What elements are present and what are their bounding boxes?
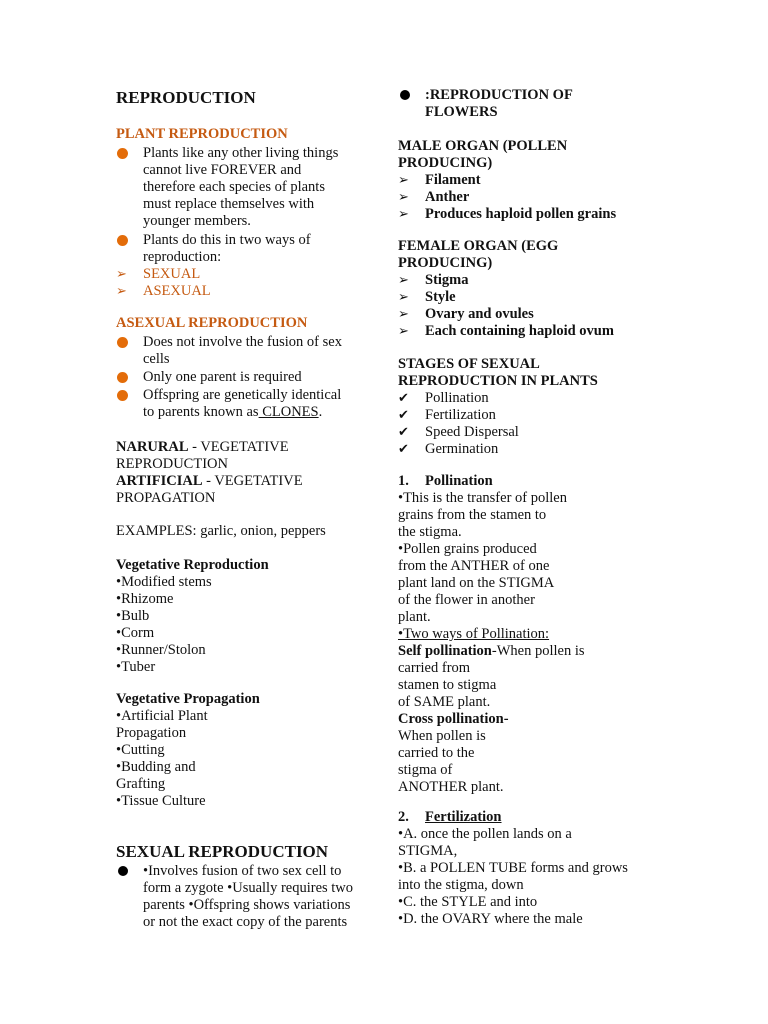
bullet-item [116, 863, 378, 931]
stages-heading: STAGES OF SEXUAL [398, 356, 540, 372]
bullet-dot-icon [117, 372, 128, 383]
text-line: must replace themselves with [143, 196, 315, 212]
text-line: STIGMA, [398, 843, 458, 859]
text-line: •A. once the pollen lands on a [398, 826, 572, 842]
bullet-dot-icon [117, 337, 128, 348]
text-line: When pollen is [398, 728, 486, 744]
check-item [398, 424, 658, 441]
asexual-reproduction-heading: ASEXUAL REPRODUCTION [116, 315, 308, 331]
text-line: younger members. [143, 213, 251, 229]
male-organ-heading: MALE ORGAN (POLLEN [398, 138, 568, 154]
arrow-item [398, 172, 658, 189]
list-item: •Tuber [116, 659, 156, 675]
female-organ-block [398, 238, 658, 340]
clones-term: CLONES [258, 404, 319, 420]
text-line: form a zygote •Usually requires two [143, 880, 354, 896]
text-line: from the ANTHER of one [398, 558, 550, 574]
cross-pollination-label: Cross pollination [398, 711, 504, 727]
natural-artificial-block [116, 439, 378, 507]
text-line: SEXUAL [143, 266, 201, 282]
stages-block [398, 356, 658, 458]
list-item: Propagation [116, 725, 187, 741]
text-fragment: Pollination [425, 473, 493, 489]
text-line: •This is the transfer of pollen [398, 490, 567, 506]
list-item: •Modified stems [116, 574, 212, 590]
text-line: Style [425, 289, 456, 305]
bullet-item [116, 232, 378, 266]
text-line: cells [143, 351, 170, 367]
arrow-item [398, 206, 658, 223]
vegetative-reproduction-heading: Vegetative Reproduction [116, 557, 269, 573]
sexual-reproduction-bullet [116, 863, 378, 931]
vegetative-propagation-block [116, 691, 378, 810]
text-line: carried to the [398, 745, 475, 761]
text-line: Ovary and ovules [425, 306, 534, 322]
text-line: of SAME plant. [398, 694, 491, 710]
flowers-heading: :REPRODUCTION OF [425, 87, 573, 103]
bullet-item [116, 387, 378, 421]
natural-label: NARURAL [116, 439, 189, 455]
text-line: therefore each species of plants [143, 179, 325, 195]
text-line: ASEXUAL [143, 283, 211, 299]
arrow-bullet-icon: ➢ [398, 190, 409, 205]
arrow-bullet-icon: ➢ [398, 207, 409, 222]
arrow-item [116, 283, 378, 300]
text-line: parents •Offspring shows variations [143, 897, 351, 913]
bullet-dot-icon [117, 235, 128, 246]
document-title: REPRODUCTION [116, 88, 256, 107]
arrow-bullet-icon: ➢ [398, 307, 409, 322]
text-line: reproduction: [143, 249, 222, 265]
arrow-bullet-icon: ➢ [398, 290, 409, 305]
asexual-reproduction-bullets [116, 334, 378, 421]
text-line: •D. the OVARY where the male [398, 911, 583, 927]
text-line: •Involves fusion of two sex cell to [143, 863, 342, 879]
list-item: •Corm [116, 625, 155, 641]
text-line [143, 404, 378, 421]
list-item: Grafting [116, 776, 166, 792]
arrow-bullet-icon: ➢ [398, 273, 409, 288]
list-item: •Artificial Plant [116, 708, 208, 724]
text-line: into the stigma, down [398, 877, 524, 893]
pollination-block [398, 473, 658, 796]
pollination-heading [398, 473, 658, 490]
arrow-bullet-icon: ➢ [398, 173, 409, 188]
text-line: plant. [398, 609, 431, 625]
check-item [398, 390, 658, 407]
text-fragment: to parents known as [143, 404, 259, 420]
checkmark-icon: ✔ [398, 391, 409, 406]
list-item: •Bulb [116, 608, 150, 624]
male-organ-heading: PRODUCING) [398, 155, 493, 171]
text-line [116, 439, 378, 456]
bullet-dot-icon [117, 390, 128, 401]
text-line [398, 711, 658, 728]
text-fragment: - [503, 711, 509, 727]
text-line: •C. the STYLE and into [398, 894, 538, 910]
flowers-heading: FLOWERS [425, 104, 498, 120]
sexual-reproduction-heading: SEXUAL REPRODUCTION [116, 842, 329, 861]
text-line: Stigma [425, 272, 469, 288]
self-pollination-label: Self pollination [398, 643, 492, 659]
checkmark-icon: ✔ [398, 425, 409, 440]
text-line [116, 473, 378, 490]
arrow-item [398, 306, 658, 323]
text-fragment: . [318, 404, 323, 420]
text-fragment: - VEGETATIVE [202, 473, 303, 489]
bullet-item [116, 334, 378, 368]
text-line: Produces haploid pollen grains [425, 206, 617, 222]
arrow-bullet-icon: ➢ [116, 267, 127, 282]
section-number: 2. [398, 809, 409, 825]
text-line: Plants like any other living things [143, 145, 339, 161]
text-line: Filament [425, 172, 481, 188]
list-item: •Runner/Stolon [116, 642, 206, 658]
text-line: of the flower in another [398, 592, 535, 608]
text-line [398, 643, 658, 660]
text-fragment: -When pollen is [491, 643, 585, 659]
text-line: plant land on the STIGMA [398, 575, 555, 591]
text-line: ANOTHER plant. [398, 779, 504, 795]
text-line: Pollination [425, 390, 489, 406]
text-line: stamen to stigma [398, 677, 497, 693]
vegetative-propagation-heading: Vegetative Propagation [116, 691, 260, 707]
text-line: cannot live FOREVER and [143, 162, 302, 178]
fertilization-heading [398, 809, 658, 826]
text-line: grains from the stamen to [398, 507, 547, 523]
bullet-dot-icon [400, 90, 410, 100]
text-line: REPRODUCTION [116, 456, 228, 472]
female-organ-heading: FEMALE ORGAN (EGG [398, 238, 559, 254]
arrow-item [116, 266, 378, 283]
text-line: carried from [398, 660, 471, 676]
text-line: Germination [425, 441, 499, 457]
arrow-bullet-icon: ➢ [116, 284, 127, 299]
text-line: Speed Dispersal [425, 424, 519, 440]
text-fragment: Fertilization [425, 809, 502, 825]
arrow-item [398, 189, 658, 206]
text-line: or not the exact copy of the parents [143, 914, 348, 930]
text-line: Fertilization [425, 407, 496, 423]
text-line: Does not involve the fusion of sex [143, 334, 342, 350]
vegetative-reproduction-block [116, 557, 378, 676]
check-item [398, 407, 658, 424]
arrow-bullet-icon: ➢ [398, 324, 409, 339]
female-organ-heading: PRODUCING) [398, 255, 493, 271]
fertilization-block [398, 809, 658, 928]
text-line: •Pollen grains produced [398, 541, 537, 557]
plant-reproduction-bullets [116, 145, 378, 300]
artificial-label: ARTIFICIAL [116, 473, 203, 489]
plant-reproduction-heading: PLANT REPRODUCTION [116, 126, 288, 142]
arrow-item [398, 323, 658, 340]
list-item: •Budding and [116, 759, 196, 775]
arrow-item [398, 289, 658, 306]
bullet-dot-icon [118, 866, 128, 876]
text-line: Each containing haploid ovum [425, 323, 614, 339]
text-line: Only one parent is required [143, 369, 302, 385]
bullet-item [398, 87, 658, 121]
text-line: Plants do this in two ways of [143, 232, 311, 248]
two-ways-heading: •Two ways of Pollination: [398, 626, 550, 642]
check-item [398, 441, 658, 458]
examples-line: EXAMPLES: garlic, onion, peppers [116, 523, 326, 539]
checkmark-icon: ✔ [398, 442, 409, 457]
text-line: stigma of [398, 762, 453, 778]
text-line: •B. a POLLEN TUBE forms and grows [398, 860, 628, 876]
flowers-heading-block [398, 87, 658, 121]
list-item: •Rhizome [116, 591, 174, 607]
stages-heading: REPRODUCTION IN PLANTS [398, 373, 598, 389]
arrow-item [398, 272, 658, 289]
checkmark-icon: ✔ [398, 408, 409, 423]
text-line: Anther [425, 189, 470, 205]
bullet-dot-icon [117, 148, 128, 159]
bullet-item [116, 369, 378, 386]
text-line: the stigma. [398, 524, 462, 540]
bullet-item [116, 145, 378, 230]
text-line: PROPAGATION [116, 490, 216, 506]
text-line: Offspring are genetically identical [143, 387, 342, 403]
section-number: 1. [398, 473, 409, 489]
list-item: •Cutting [116, 742, 165, 758]
male-organ-block [398, 138, 658, 223]
text-fragment: - VEGETATIVE [188, 439, 289, 455]
list-item: •Tissue Culture [116, 793, 206, 809]
